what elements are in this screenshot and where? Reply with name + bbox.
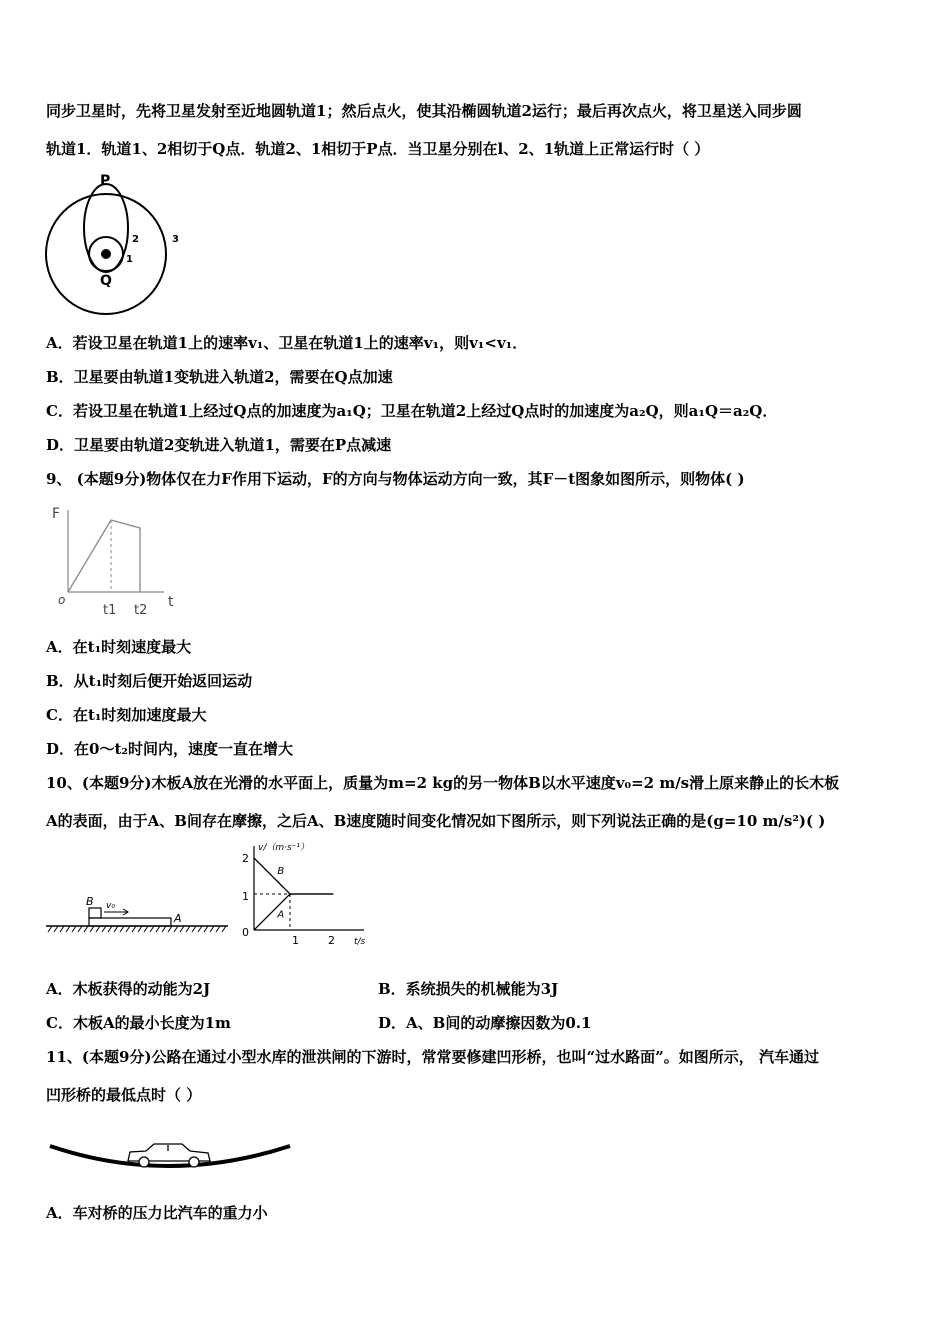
q8-stem-line2: 轨道1．轨道1、2相切于Q点．轨道2、1相切于P点．当卫星分别在l、2、1轨道上正常运行时（ ） bbox=[46, 140, 710, 158]
label-origin: o bbox=[58, 593, 66, 607]
label-orbit-2: 2 bbox=[132, 234, 139, 245]
label-q: Q bbox=[100, 273, 112, 289]
q8-option-b: B．卫星要由轨道1变轨进入轨道2，需要在Q点加速 bbox=[46, 368, 393, 386]
q11-option-a: A．车对桥的压力比汽车的重力小 bbox=[46, 1204, 268, 1222]
board-a bbox=[89, 918, 171, 926]
q11-stem-line2: 凹形桥的最低点时（ ） bbox=[46, 1086, 202, 1104]
label-t2: t2 bbox=[134, 603, 148, 618]
block-b bbox=[89, 908, 101, 918]
y-tick-0: 0 bbox=[242, 926, 249, 939]
q10-stem-line2: A的表面，由于A、B间存在摩擦，之后A、B速度随时间变化情况如下图所示，则下列说法正确的是(g=10 m/s²)( ) bbox=[46, 812, 826, 830]
series-a-line bbox=[254, 894, 333, 930]
series-a-label: A bbox=[277, 909, 285, 921]
q10-stem-line1: 10、(本题9分)木板A放在光滑的水平面上，质量为m=2 kg的另一物体B以水平速度v₀=2 m/s滑上原来静止的长木板 bbox=[46, 774, 840, 792]
q11-stem-line1: 11、(本题9分)公路在通过小型水库的泄洪闸的下游时，常常要修建凹形桥，也叫“过水路面”。如图所示， 汽车通过 bbox=[46, 1048, 819, 1066]
q10-option-c: C．木板A的最小长度为1m bbox=[46, 1014, 231, 1032]
orbit-diagram bbox=[40, 170, 200, 320]
y-tick-1: 1 bbox=[242, 890, 249, 903]
series-b-line bbox=[254, 858, 333, 894]
q10-option-a: A．木板获得的动能为2J bbox=[46, 980, 211, 998]
y-tick-2: 2 bbox=[242, 852, 249, 865]
label-b: B bbox=[86, 895, 94, 908]
q9-stem: 9、 (本题9分)物体仅在力F作用下运动，F的方向与物体运动方向一致，其F－t图象如图所示，则物体( ) bbox=[46, 470, 745, 488]
q8-option-c: C．若设卫星在轨道1上经过Q点的加速度为a₁Q；卫星在轨道2上经过Q点时的加速度为a₂Q，则a₁Q＝a₂Q． bbox=[46, 402, 778, 420]
q8-option-a: A．若设卫星在轨道1上的速率v₁、卫星在轨道1上的速率v₁，则v₁<v₁． bbox=[46, 334, 528, 352]
f-t-graph bbox=[46, 500, 186, 625]
label-f: F bbox=[52, 506, 61, 522]
ground-hatch bbox=[48, 926, 226, 932]
x-tick-1: 1 bbox=[292, 934, 299, 947]
q8-option-d: D．卫星要由轨道2变轨进入轨道1，需要在P点减速 bbox=[46, 436, 392, 454]
series-b-label: B bbox=[277, 866, 285, 878]
q10-option-d: D．A、B间的动摩擦因数为0.1 bbox=[378, 1014, 592, 1032]
label-v0: v₀ bbox=[106, 901, 115, 911]
label-p: P bbox=[100, 173, 111, 189]
car-icon bbox=[128, 1144, 210, 1167]
q10-option-b: B．系统损失的机械能为3J bbox=[378, 980, 559, 998]
label-a: A bbox=[174, 912, 182, 925]
f-curve bbox=[68, 520, 140, 592]
q9-option-b: B．从t₁时刻后便开始返回运动 bbox=[46, 672, 253, 690]
q9-option-a: A．在t₁时刻速度最大 bbox=[46, 638, 192, 656]
earth bbox=[101, 249, 111, 259]
q8-stem-line1: 同步卫星时，先将卫星发射至近地圆轨道1；然后点火，使其沿椭圆轨道2运行；最后再次点火，将卫星送入同步圆 bbox=[46, 102, 802, 120]
q9-option-c: C．在t₁时刻加速度最大 bbox=[46, 706, 207, 724]
x-tick-2: 2 bbox=[328, 934, 335, 947]
chart-ylabel: v/（m·s⁻¹） bbox=[258, 843, 310, 853]
board-diagram bbox=[44, 888, 234, 938]
label-orbit-3: 3 bbox=[172, 234, 179, 245]
label-t: t bbox=[168, 594, 174, 610]
v-t-chart bbox=[236, 838, 376, 950]
concave-bridge-diagram bbox=[48, 1128, 298, 1178]
label-t1: t1 bbox=[103, 603, 117, 618]
chart-xlabel: t/s bbox=[354, 937, 366, 947]
q9-option-d: D．在0～t₂时间内，速度一直在增大 bbox=[46, 740, 293, 758]
label-orbit-1: 1 bbox=[126, 254, 133, 265]
